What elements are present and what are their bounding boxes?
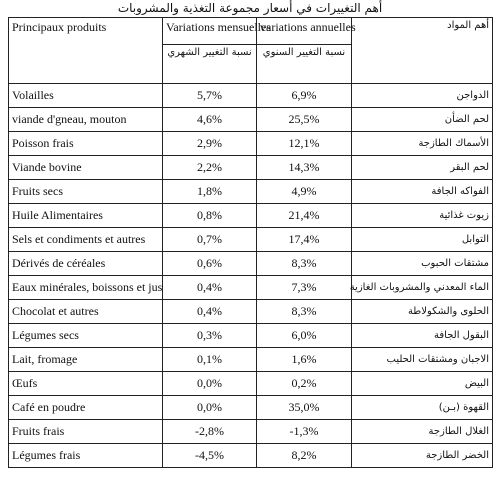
annual-change: 6,0% [257, 324, 352, 348]
product-name-fr: Sels et condiments et autres [9, 228, 163, 252]
annual-change: 12,1% [257, 132, 352, 156]
price-changes-table [8, 17, 493, 468]
annual-change: 1,6% [257, 348, 352, 372]
page-title: أهم التغييرات في أسعار مجموعة التغذية والمشروبات [117, 1, 383, 15]
annual-change: 14,3% [257, 156, 352, 180]
product-name-ar: الفواكه الجافة [352, 180, 493, 204]
product-name-fr: Café en poudre [9, 396, 163, 420]
annual-change: 8,3% [257, 300, 352, 324]
monthly-change: 5,7% [163, 84, 257, 108]
monthly-change: -4,5% [163, 444, 257, 468]
monthly-change: 0,6% [163, 252, 257, 276]
product-name-fr: Légumes frais [9, 444, 163, 468]
product-name-ar: لحم البقر [352, 156, 493, 180]
table-row [9, 276, 493, 300]
monthly-change: 0,4% [163, 300, 257, 324]
product-name-fr: Poisson frais [9, 132, 163, 156]
table-row [9, 420, 493, 444]
product-name-ar: لحم الضأن [352, 108, 493, 132]
product-name-fr: Chocolat et autres [9, 300, 163, 324]
product-name-fr: Huile Alimentaires [9, 204, 163, 228]
annual-change: 17,4% [257, 228, 352, 252]
monthly-change: 0,4% [163, 276, 257, 300]
product-name-ar: التوابل [352, 228, 493, 252]
table-row [9, 372, 493, 396]
table-row [9, 84, 493, 108]
product-name-fr: Volailles [9, 84, 163, 108]
annual-change: 0,2% [257, 372, 352, 396]
monthly-change: 0,8% [163, 204, 257, 228]
product-name-fr: Viande bovine [9, 156, 163, 180]
product-name-fr: Eaux minérales, boissons et jus [9, 276, 163, 300]
annual-change: 8,3% [257, 252, 352, 276]
product-name-ar: البيض [352, 372, 493, 396]
annual-change: 8,2% [257, 444, 352, 468]
product-name-ar: الدواجن [352, 84, 493, 108]
monthly-change: 0,3% [163, 324, 257, 348]
product-name-ar: مشتقات الحبوب [352, 252, 493, 276]
table-row [9, 300, 493, 324]
annual-change: 6,9% [257, 84, 352, 108]
table-row [9, 444, 493, 468]
table-row [9, 156, 493, 180]
product-name-ar: زيوت غذائية [352, 204, 493, 228]
monthly-change: 2,2% [163, 156, 257, 180]
product-name-fr: Fruits secs [9, 180, 163, 204]
table-row [9, 108, 493, 132]
product-name-ar: الماء المعدني والمشروبات الغازية [352, 276, 493, 300]
product-name-fr: viande d'gneau, mouton [9, 108, 163, 132]
header-products-ar: أهم المواد [352, 18, 493, 84]
monthly-change: 0,0% [163, 396, 257, 420]
monthly-change: 0,7% [163, 228, 257, 252]
table-row [9, 396, 493, 420]
table-row [9, 348, 493, 372]
monthly-change: 0,0% [163, 372, 257, 396]
header-annual-ar: نسبة التغيير السنوي [257, 45, 352, 84]
product-name-fr: Dérivés de céréales [9, 252, 163, 276]
annual-change: -1,3% [257, 420, 352, 444]
annual-change: 21,4% [257, 204, 352, 228]
annual-change: 25,5% [257, 108, 352, 132]
header-monthly-ar: نسبة التغيير الشهري [163, 45, 257, 84]
monthly-change: 0,1% [163, 348, 257, 372]
monthly-change: -2,8% [163, 420, 257, 444]
product-name-ar: البقول الجافة [352, 324, 493, 348]
table-row [9, 204, 493, 228]
product-name-fr: Fruits frais [9, 420, 163, 444]
header-products-fr: Principaux produits [9, 18, 163, 84]
product-name-ar: القهوة (بـن) [352, 396, 493, 420]
product-name-fr: Lait, fromage [9, 348, 163, 372]
annual-change: 7,3% [257, 276, 352, 300]
monthly-change: 4,6% [163, 108, 257, 132]
monthly-change: 1,8% [163, 180, 257, 204]
product-name-ar: الاجبان ومشتقات الحليب [352, 348, 493, 372]
product-name-ar: الغلال الطازجة [352, 420, 493, 444]
product-name-ar: الحلوى والشكولاطة [352, 300, 493, 324]
product-name-ar: الخضر الطازجة [352, 444, 493, 468]
product-name-fr: Œufs [9, 372, 163, 396]
table-row [9, 324, 493, 348]
annual-change: 35,0% [257, 396, 352, 420]
product-name-ar: الأسماك الطازجة [352, 132, 493, 156]
annual-change: 4,9% [257, 180, 352, 204]
header-annual-fr: variations annuelles [257, 18, 352, 45]
monthly-change: 2,9% [163, 132, 257, 156]
table-row [9, 180, 493, 204]
header-monthly-fr: Variations mensuelles [163, 18, 257, 45]
table-row [9, 132, 493, 156]
table-row [9, 228, 493, 252]
product-name-fr: Légumes secs [9, 324, 163, 348]
table-row [9, 252, 493, 276]
header-row [9, 18, 493, 45]
